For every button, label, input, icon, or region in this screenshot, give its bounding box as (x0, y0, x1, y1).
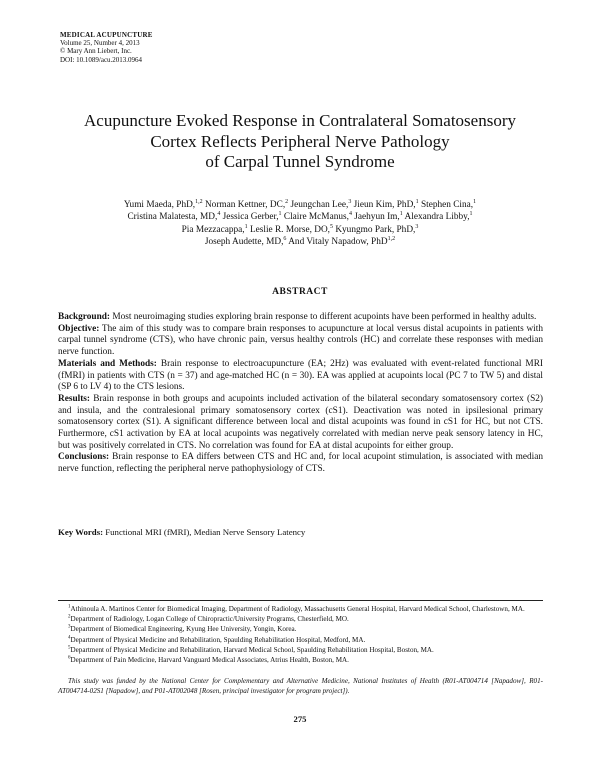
author: Leslie R. Morse, DO,$^5$ (249, 223, 333, 235)
abstract-background: Background: Most neuroimaging studies exploring brain response to different acupoints have been performed in healthy adults. (58, 312, 537, 322)
article-title (40, 111, 560, 173)
affiliation: $^2$Department of Radiology, Logan College of Chiropractic/University Programs, Chesterfield, MO. (68, 614, 349, 624)
author: Alexandra Libby,$^1$ (404, 211, 473, 223)
abstract-results: Results: Brain response in both groups and acupoints included activation of the bilateral secondary somatosensory cortex (S2) and insula, and the contralesional primary somatosensory cortex (cS1). Deactivation was noted in ipsilesional primary somatosensory cortex (S1). A significant difference between local and distal acupoints was found in cS1 for HC, but not CTS. Furthermore, cS1 activation by EA at local acupoints was negatively correlated with median nerve peak sensory latency in HC, but was positively correlated in CTS. No correlation was found for EA at distal acupoints for either group. (58, 393, 543, 451)
abstract-body (58, 312, 543, 476)
author: Yumi Maeda, PhD,$^{1,2}$ (123, 198, 203, 210)
affiliation: $^5$Department of Physical Medicine and Rehabilitation, Harvard Medical School, Spaulding Rehabilitation Hospital, Boston, MA. (68, 645, 434, 654)
author: Claire McManus,$^4$ (283, 211, 352, 223)
title-line: Acupuncture Evoked Response in Contralateral Somatosensory (84, 111, 516, 130)
page-number: 275 (293, 714, 307, 724)
author: Norman Kettner, DC,$^2$ (204, 198, 289, 210)
author: Stephen Cina,$^1$ (420, 198, 477, 210)
keywords (58, 527, 543, 538)
author: Jeungchan Lee,$^3$ (290, 198, 352, 210)
author: Joseph Audette, MD,$^6$ (204, 235, 287, 247)
journal-name: MEDICAL ACUPUNCTURE (60, 31, 153, 39)
affiliation: $^4$Department of Physical Medicine and Rehabilitation, Spaulding Rehabilitation Hospital, Medford, MA. (68, 635, 366, 644)
title-line: Cortex Reflects Peripheral Nerve Pathology (150, 131, 450, 151)
abstract-conclusions: Conclusions: Brain response to EA differs between CTS and HC and, for local acupoint stimulation, is associated with median nerve function, reflecting the peripheral nerve pathophysiology of CTS. (58, 452, 543, 475)
author: Jieun Kim, PhD,$^1$ (353, 198, 419, 210)
author: Jaehyun Im,$^1$ (354, 211, 403, 223)
affiliation: $^6$Department of Pain Medicine, Harvard Vanguard Medical Associates, Atrius Health, Boston, MA. (68, 655, 349, 665)
author: Pia Mezzacappa,$^1$ (181, 223, 248, 235)
keywords-text: Functional MRI (fMRI), Median Nerve Sensory Latency (105, 527, 306, 537)
abstract-heading: ABSTRACT (272, 287, 328, 297)
abstract-methods: Materials and Methods: Brain response to electroacupuncture (EA; 2Hz) was evaluated with event-related functional MRI (fMRI) in patients with CTS (n = 37) and age-matched HC (n = 30). EA was applied at acupoints local (PC 7 to TW 5) and distal (SP 6 to LV 4) to the CTS lesions. (58, 358, 544, 393)
title-line: of Carpal Tunnel Syndrome (205, 152, 395, 171)
funding-note: This study was funded by the National Center for Complementary and Alternative Medicine, National Institutes of Health (R01-AT004714 [Napadow], R01-AT004714-02S1 [Napadow], and P01-AT002048 [Rosen, principal investigator for program project]). (58, 677, 543, 696)
journal-doi: DOI: 10.1089/acu.2013.0964 (60, 55, 143, 64)
journal-header (60, 31, 153, 64)
author: Cristina Malatesta, MD,$^4$ (127, 211, 221, 223)
footnote-divider (58, 600, 543, 601)
journal-copyright: © Mary Ann Liebert, Inc. (60, 47, 132, 56)
author-list (70, 199, 530, 248)
author: And Vitaly Napadow, PhD$^{1,2}$ (288, 235, 396, 247)
affiliations (58, 604, 543, 665)
keywords-label: Key Words: (58, 527, 104, 537)
abstract-objective: Objective: The aim of this study was to compare brain responses to acupuncture at local versus distal acupoints in patients with carpal tunnel syndrome (CTS), who have chronic pain, versus healthy controls (HC) and correlate these responses with median nerve function. (58, 323, 543, 358)
affiliation: $^3$Department of Biomedical Engineering, Kyung Hee University, Yongin, Korea. (68, 625, 297, 634)
journal-volume: Volume 25, Number 4, 2013 (60, 39, 140, 48)
author: Kyungmo Park, PhD,$^3$ (335, 223, 419, 235)
affiliation: $^1$Athinoula A. Martinos Center for Biomedical Imaging, Department of Radiology, Massachusetts General Hospital, Harvard Medical School, Charlestown, MA. (68, 604, 525, 613)
author: Jessica Gerber,$^1$ (222, 211, 282, 223)
